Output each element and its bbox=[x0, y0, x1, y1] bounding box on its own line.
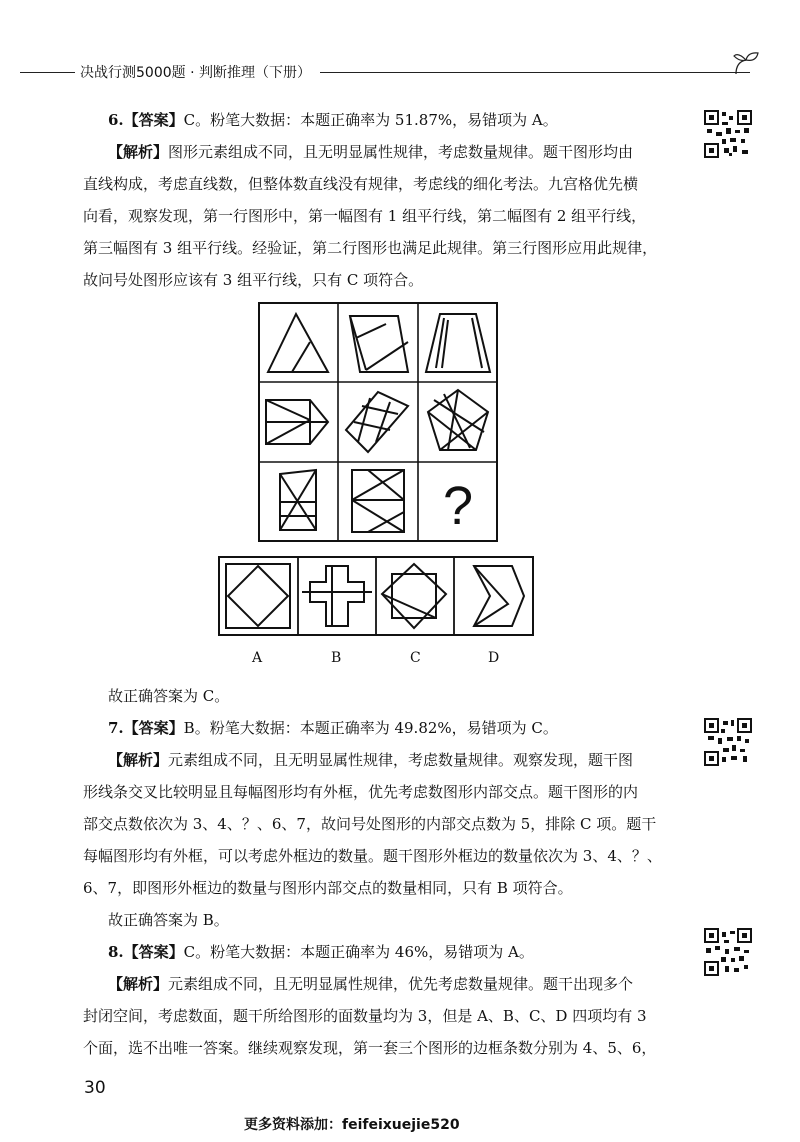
q8-analysis-text-1: 元素组成不同，且无明显属性规律，优先考虑数量规律。题干出现多个 bbox=[168, 975, 634, 993]
option-c-figure bbox=[382, 564, 446, 628]
footer-contact: 更多资料添加：feifeixuejie520 bbox=[244, 1117, 460, 1133]
sprout-icon bbox=[732, 50, 762, 76]
q7-analysis-line-3: 部交点数依次为 3、4、？、6、7，故问号处图形的内部交点数为 5，排除 C 项。题干 bbox=[83, 815, 657, 833]
book-title: 决战行测5000题 · 判断推理（下册） bbox=[80, 65, 311, 81]
q6-answer-tag: 6.【答案】 bbox=[108, 111, 184, 129]
header-rule-left bbox=[20, 72, 75, 73]
cell-r1c1 bbox=[268, 314, 328, 372]
q7-analysis-line-1 bbox=[108, 750, 633, 770]
q8-analysis-line-1 bbox=[108, 974, 633, 994]
page-number: 30 bbox=[84, 1078, 106, 1098]
puzzle-grid-figure bbox=[258, 302, 498, 542]
answer-options-figure bbox=[218, 556, 534, 636]
option-label-d: D bbox=[488, 650, 500, 666]
option-d-figure bbox=[474, 566, 524, 626]
cell-r3c2 bbox=[352, 470, 404, 532]
q7-analysis-tag: 【解析】 bbox=[108, 751, 169, 769]
q7-analysis-line-5: 6、7，即图形外框边的数量与图形内部交点的数量相同，只有 B 项符合。 bbox=[83, 879, 573, 897]
header-rule-right bbox=[320, 72, 750, 73]
cell-r1c3 bbox=[426, 314, 490, 372]
qr-code-q8[interactable] bbox=[704, 928, 752, 976]
q6-analysis-line-3: 向看，观察发现，第一行图形中，第一幅图有 1 组平行线，第二幅图有 2 组平行线， bbox=[83, 207, 647, 225]
question-mark: ? bbox=[442, 476, 474, 536]
running-header bbox=[20, 60, 760, 84]
option-a-figure bbox=[226, 564, 290, 628]
q8-answer-line bbox=[108, 942, 534, 962]
option-label-b: B bbox=[331, 650, 342, 666]
q8-answer-text: C。粉笔大数据：本题正确率为 46%，易错项为 A。 bbox=[183, 943, 534, 961]
q7-answer-line bbox=[108, 718, 558, 738]
q6-answer-line bbox=[108, 110, 558, 130]
q6-analysis-line-2: 直线构成，考虑直线数，但整体数直线没有规律，考虑线的细化考法。九宫格优先横 bbox=[83, 175, 639, 193]
option-b-figure bbox=[302, 566, 372, 626]
option-label-c: C bbox=[410, 650, 421, 666]
q7-analysis-line-4: 每幅图形均有外框，可以考虑外框边的数量。题干图形外框边的数量依次为 3、4、？、 bbox=[83, 847, 662, 865]
q6-answer-text: C。粉笔大数据：本题正确率为 51.87%，易错项为 A。 bbox=[183, 111, 558, 129]
q7-analysis-text-1: 元素组成不同，且无明显属性规律，考虑数量规律。观察发现，题干图 bbox=[168, 751, 634, 769]
option-label-a: A bbox=[252, 650, 263, 666]
q7-analysis-line-2: 形线条交叉比较明显且每幅图形均有外框，优先考虑数图形内部交点。题干图形的内 bbox=[83, 783, 639, 801]
cell-r2c2 bbox=[346, 392, 408, 452]
q8-analysis-line-2: 封闭空间，考虑数面，题干所给图形的面数量均为 3，但是 A、B、C、D 四项均有 3 bbox=[83, 1007, 647, 1025]
q7-answer-text: B。粉笔大数据：本题正确率为 49.82%，易错项为 C。 bbox=[183, 719, 558, 737]
qr-code-q6[interactable] bbox=[704, 110, 752, 158]
q8-analysis-tag: 【解析】 bbox=[108, 975, 169, 993]
cell-r1c2 bbox=[350, 316, 408, 372]
q7-answer-tag: 7.【答案】 bbox=[108, 719, 184, 737]
cell-r2c3 bbox=[428, 390, 488, 450]
q8-answer-tag: 8.【答案】 bbox=[108, 943, 184, 961]
cell-r3c1 bbox=[280, 470, 316, 530]
q6-conclusion: 故正确答案为 C。 bbox=[108, 687, 230, 705]
qr-code-q7[interactable] bbox=[704, 718, 752, 766]
q8-analysis-line-3: 个面，选不出唯一答案。继续观察发现，第一套三个图形的边框条数分别为 4、5、6， bbox=[83, 1039, 657, 1057]
q6-analysis-line-1 bbox=[108, 142, 633, 162]
q6-analysis-text-1: 图形元素组成不同，且无明显属性规律，考虑数量规律。题干图形均由 bbox=[168, 143, 634, 161]
q6-analysis-line-5: 故问号处图形应该有 3 组平行线，只有 C 项符合。 bbox=[83, 271, 424, 289]
q6-analysis-tag: 【解析】 bbox=[108, 143, 169, 161]
q7-conclusion: 故正确答案为 B。 bbox=[108, 911, 229, 929]
cell-r2c1 bbox=[266, 400, 328, 444]
q6-analysis-line-4: 第三幅图有 3 组平行线。经验证，第二行图形也满足此规律。第三行图形应用此规律， bbox=[83, 239, 658, 257]
